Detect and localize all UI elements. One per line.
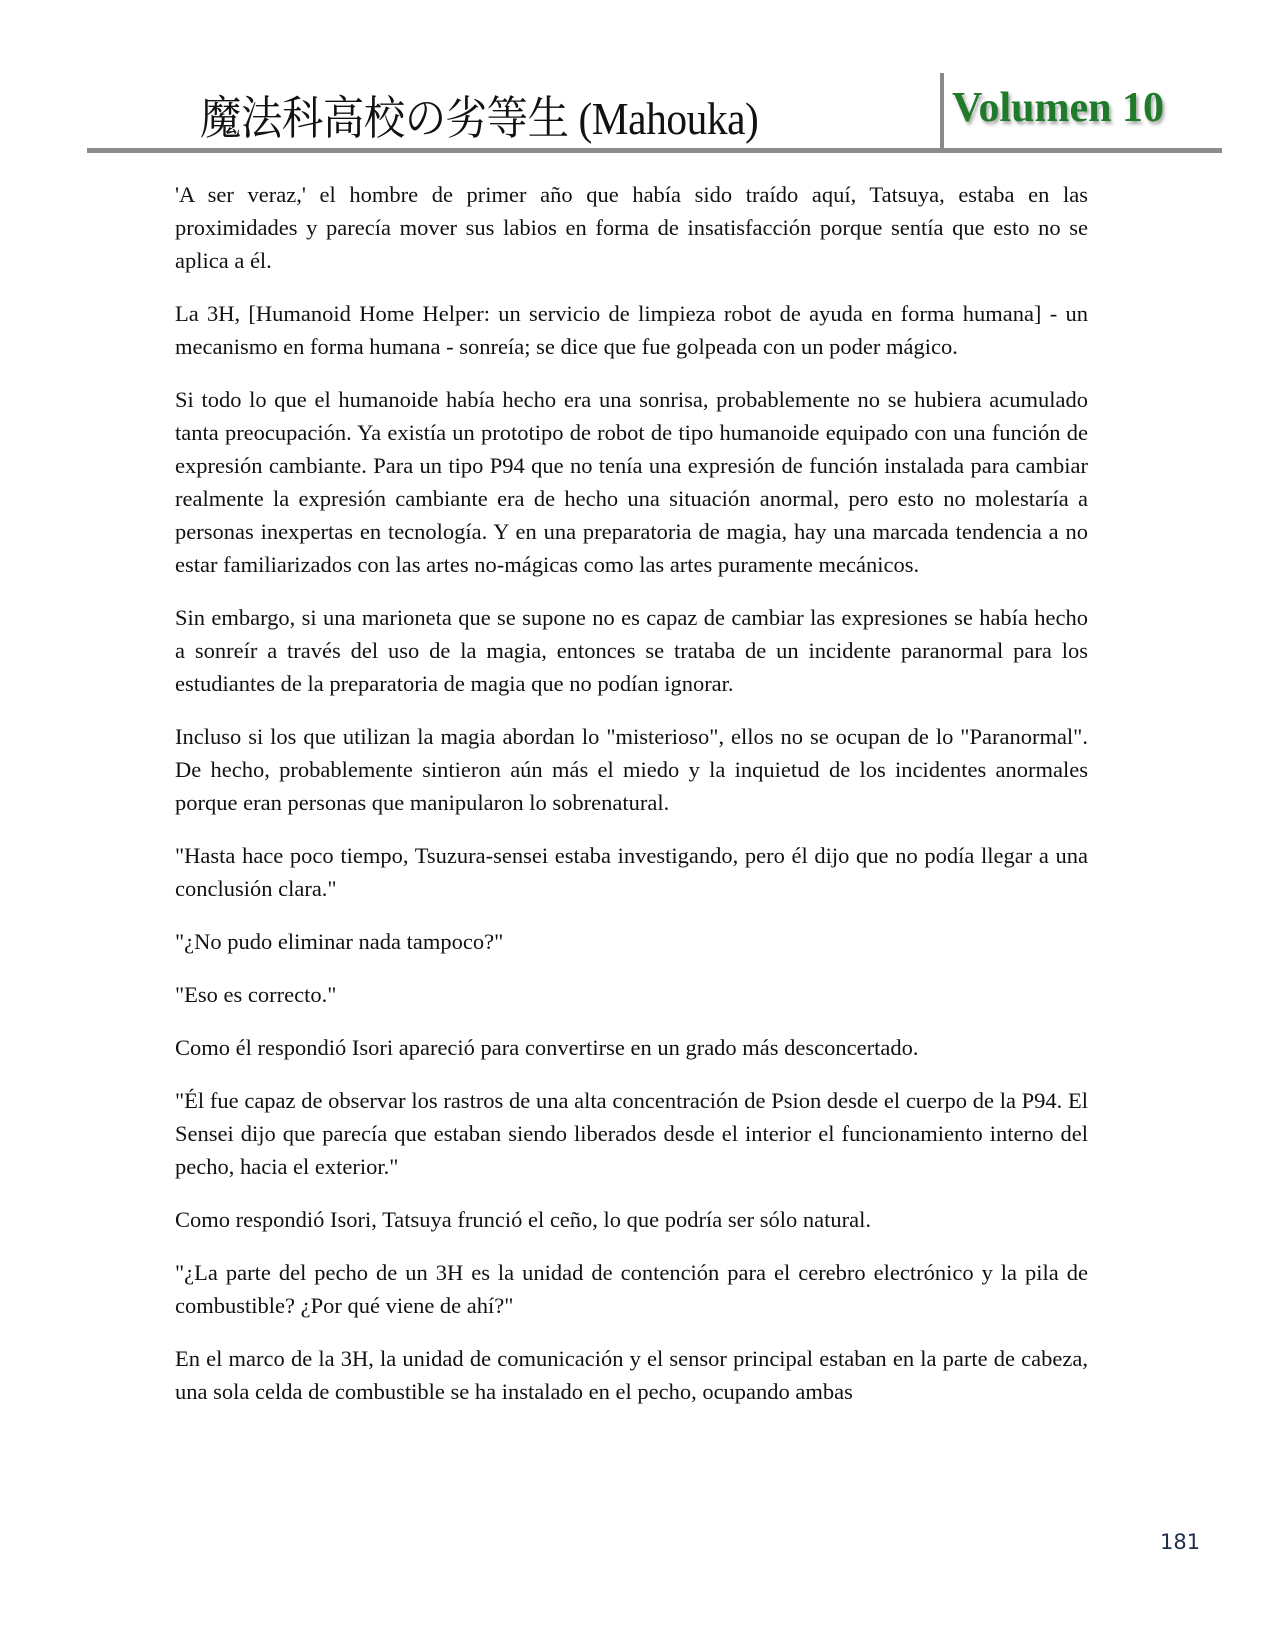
header-divider <box>940 73 944 150</box>
paragraph: "¿No pudo eliminar nada tampoco?" <box>175 929 504 954</box>
paragraph: Sin embargo, si una marioneta que se supone no es capaz de cambiar las expresiones se había hecho a sonreír a través del uso de la magia, entonces se trataba de un incidente paranormal para los estudiantes de la preparatoria de magia que no podían ignorar. <box>175 605 1088 696</box>
paragraph: Incluso si los que utilizan la magia abordan lo "misterioso", ellos no se ocupan de lo "Paranormal". De hecho, probablemente sintieron aún más el miedo y la inquietud de los incidentes anormales porque eran personas que manipularon lo sobrenatural. <box>175 724 1088 815</box>
paragraph: 'A ser veraz,' el hombre de primer año que había sido traído aquí, Tatsuya, estaba en las proximidades y parecía mover sus labios en forma de insatisfacción porque sentía que esto no se aplica a él. <box>175 182 1088 273</box>
paragraph: "Eso es correcto." <box>175 982 337 1007</box>
header-rule <box>87 148 1222 153</box>
paragraph: "¿La parte del pecho de un 3H es la unidad de contención para el cerebro electrónico y la pila de combustible? ¿Por qué viene de ahí?" <box>175 1260 1088 1318</box>
volume-label: Volumen 10 <box>952 85 1164 131</box>
book-title: 魔法科高校の劣等生 (Mahouka) <box>200 93 759 144</box>
paragraph: Si todo lo que el humanoide había hecho era una sonrisa, probablemente no se hubiera acumulado tanta preocupación. Ya existía un prototipo de robot de tipo humanoide equipado con una función de expresión cambiante. Para un tipo P94 que no tenía una expresión de función instalada para cambiar realmente la expresión cambiante era de hecho una situación anormal, pero esto no molestaría a personas inexpertas en tecnología. Y en una preparatoria de magia, hay una marcada tendencia a no estar familiarizados con las artes no-mágicas como las artes puramente mecánicos. <box>175 387 1088 577</box>
paragraph: Como él respondió Isori apareció para convertirse en un grado más desconcertado. <box>175 1035 919 1060</box>
paragraph: La 3H, [Humanoid Home Helper: un servicio de limpieza robot de ayuda en forma humana] - un mecanismo en forma humana - sonreía; se dice que fue golpeada con un poder mágico. <box>175 301 1088 359</box>
paragraph: Como respondió Isori, Tatsuya frunció el ceño, lo que podría ser sólo natural. <box>175 1207 871 1232</box>
paragraph: "Él fue capaz de observar los rastros de una alta concentración de Psion desde el cuerpo de la P94. El Sensei dijo que parecía que estaban siendo liberados desde el interior el funcionamiento interno del pecho, hacia el exterior." <box>175 1088 1088 1179</box>
paragraph: En el marco de la 3H, la unidad de comunicación y el sensor principal estaban en la parte de cabeza, una sola celda de combustible se ha instalado en el pecho, ocupando ambas <box>175 1346 1088 1404</box>
body-text <box>175 178 1088 1428</box>
paragraph: "Hasta hace poco tiempo, Tsuzura-sensei estaba investigando, pero él dijo que no podía llegar a una conclusión clara." <box>175 843 1088 901</box>
page-number: 181 <box>1160 1530 1201 1554</box>
